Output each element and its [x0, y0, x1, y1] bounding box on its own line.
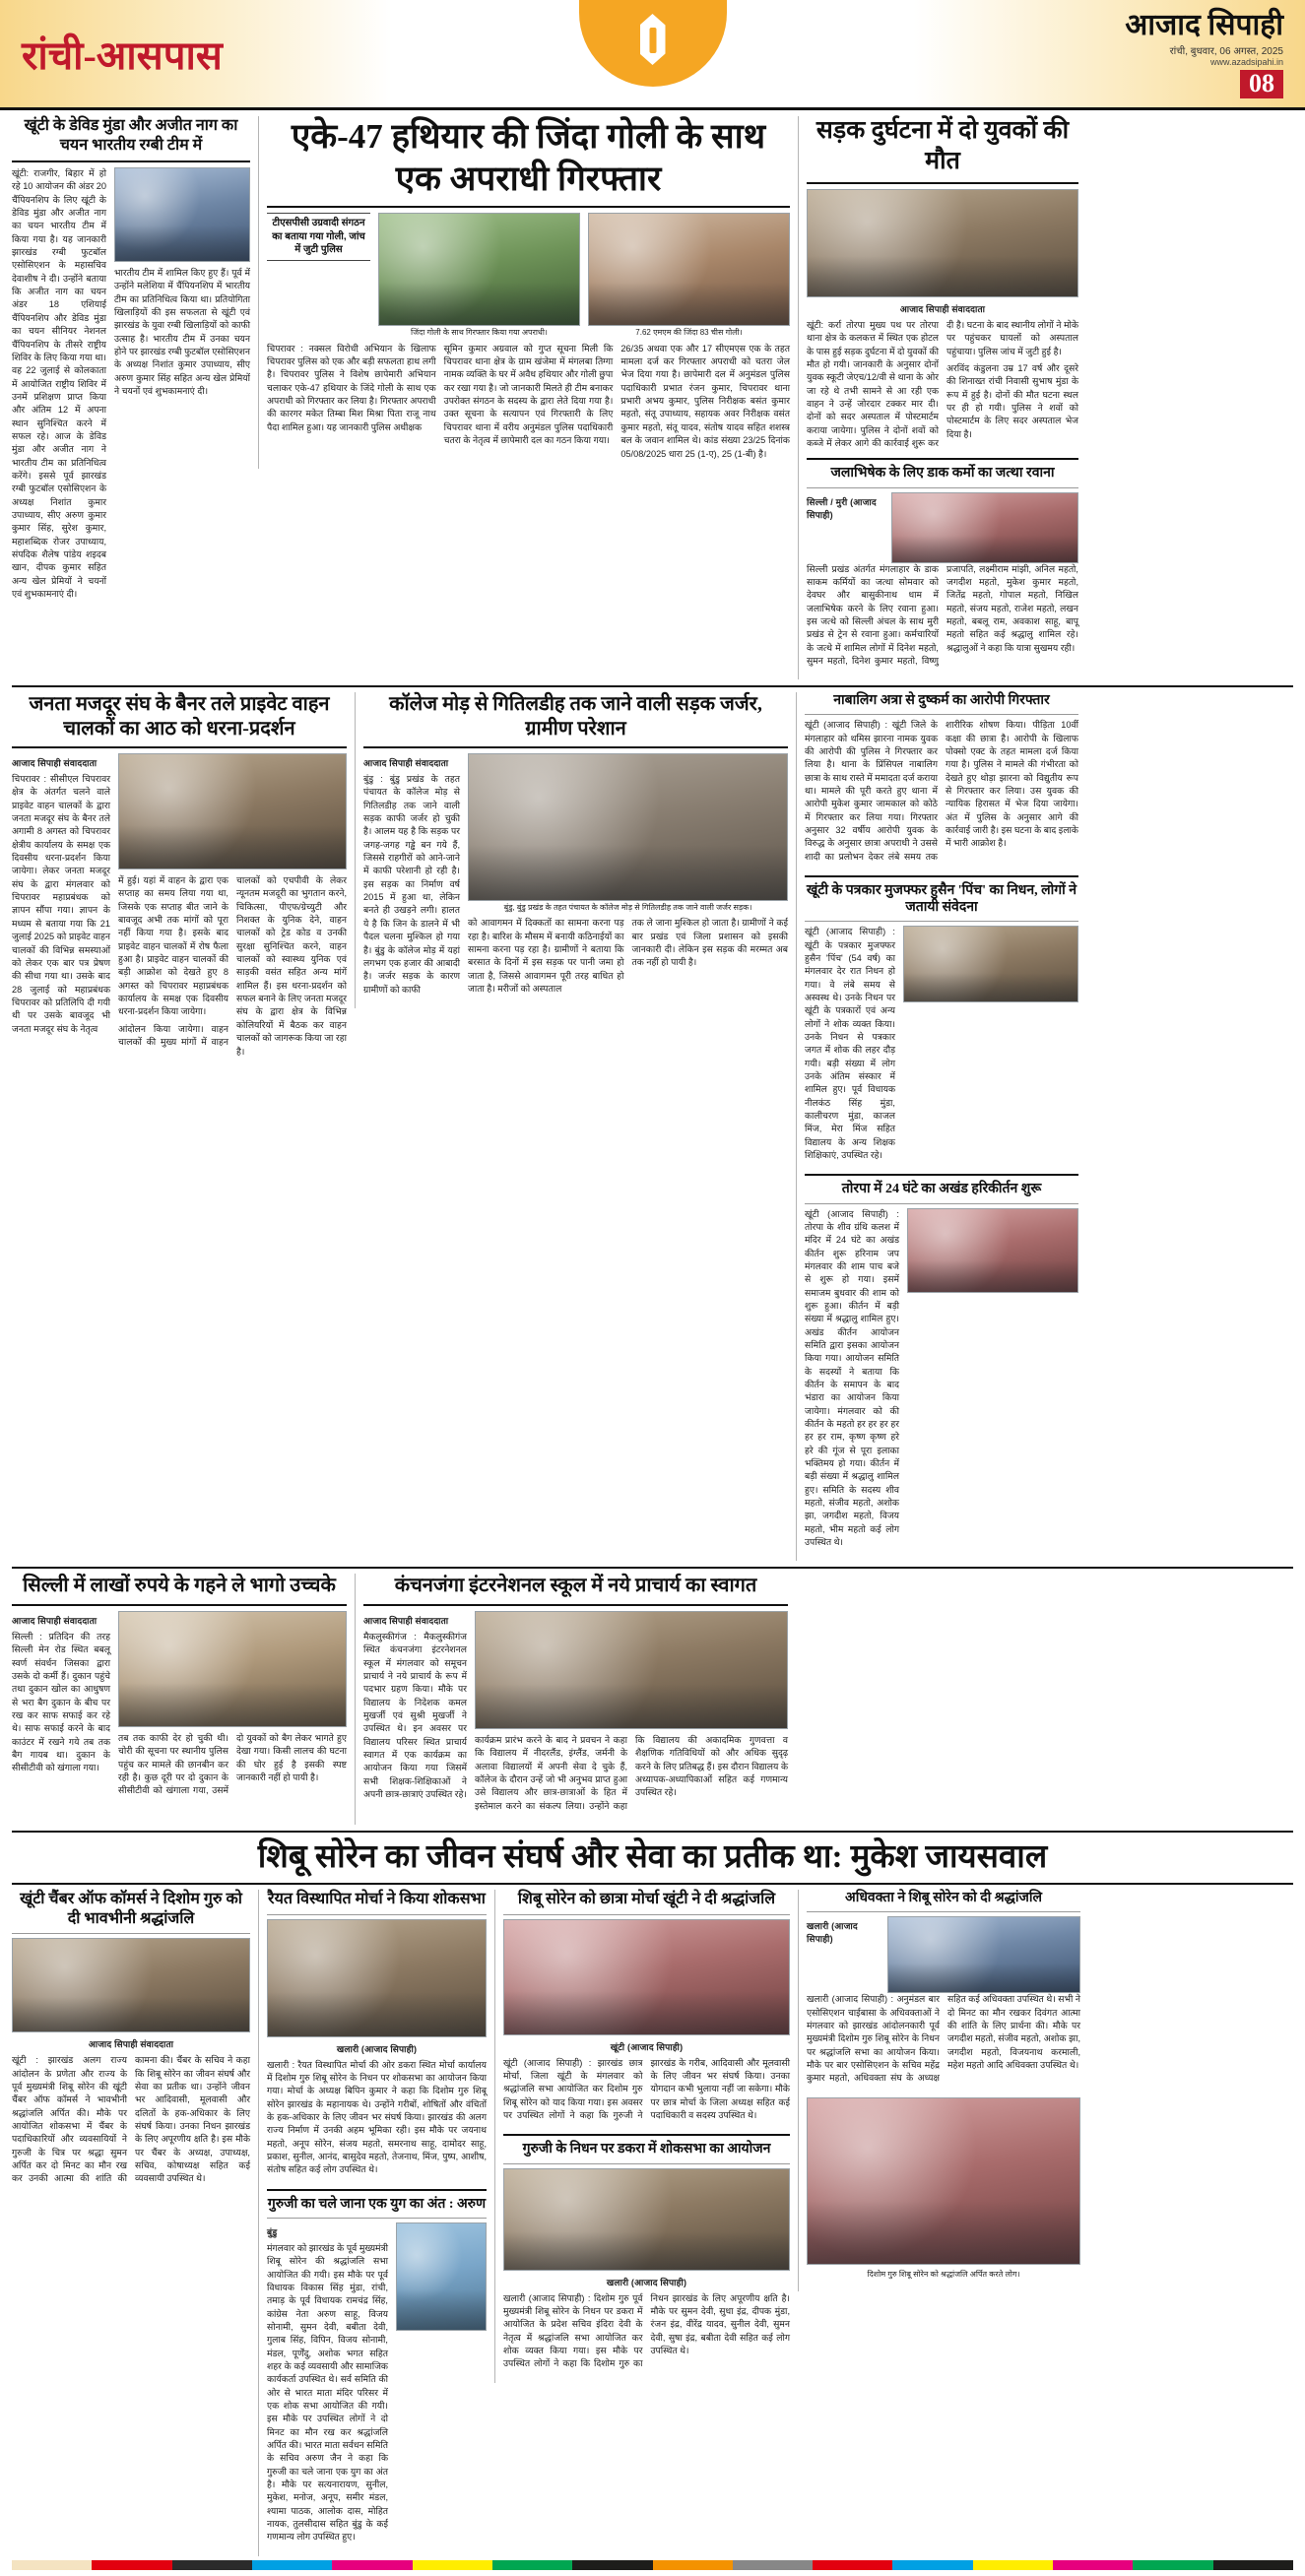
byline-road: आजाद सिपाही संवाददाता	[363, 758, 449, 769]
headline-road: कॉलेज मोड़ से गितिलडीह तक जाने वाली सड़क जर्जर, ग्रामीण परेशान	[389, 693, 762, 740]
photo-rugby-players	[114, 167, 250, 262]
headline-shibu-banner: शिबू सोरेन का जीवन संघर्ष और सेवा का प्रतीक था: मुकेश जायसवाल	[257, 1838, 1048, 1875]
article-chhatra	[503, 1890, 790, 2126]
col-left-mid	[12, 692, 347, 1066]
byline-chhatra: खूंटी (आजाद सिपाही)	[610, 2041, 684, 2052]
photo-guruji-portrait	[396, 2222, 487, 2331]
raiyat-para-1: खलारी : रैयत विस्थापित मोर्चा की ओर डकरा स्थित मोर्चा कार्यालय में दिशोम गुरु शिबू सोरेन के निधन पर शोकसभा का आयोजन किया गया। मोर्चा के अध्यक्ष बिपिन कुमार ने कहा कि दिशोम गुरु शिबू सोरेन झारखंड के महानायक थे। उन्होंने गरीबों, शोषितों और वंचितों के हक-अधिकार के लिए जीवन भर संघर्ष किया। झारखंड की अलग राज्य निर्माण में उनकी अहम भूमिका रही। इस मौके पर जयनाथ महतो, अनूप सोरेन, संजय महतो, समरनाथ साहू, दामोदर साहू, प्रकाश, सुनील, आनंद, बासुदेव महतो, तेजनाथ, मिंज, पुष्प, आशीष, संतोष सहित कई लोग उपस्थित थे।	[267, 2059, 487, 2175]
byline-dharna: आजाद सिपाही संवाददाता	[12, 758, 98, 769]
headline-minor: नाबालिग अत्रा से दुष्कर्म का आरोपी गिरफ्तार	[833, 693, 1050, 709]
photo-raiyat-meeting	[267, 1919, 487, 2037]
col-center-top	[258, 116, 790, 469]
kirtan-para-1: खूंटी (आजाद सिपाही) : तोरपा के शीव ग्रंथि कलश में मंदिर में 24 घंटे का अखंड कीर्तन शुरू हरिनाम जप मंगलवार की शाम पाच बजे से शुरू हो गया। इसमें समाजम बुधवार की शाम को शुरू हुआ। कीर्तन में बड़ी संख्या में श्रद्धालु शामिल हुए। अखंड कीर्तन आयोजन समिति द्वारा इसका आयोजन किया गया। आयोजन समिति के सदस्यों ने बताया कि कीर्तन के समापन के बाद भंडारा का आयोजन किया जायेगा। मंगलवार को की कीर्तन के महतो हर हर हर हर हर हर राम, कृष्ण कृष्ण हरे हरे की गूंज से पूरा इलाका भक्तिमय हो गया। कीर्तन में बड़ी संख्या में श्रद्धालु शामिल हुए। समिति के सदस्य शीव महतो, संजीव महतो, अशोक झा, जगदीश महतो, विजय महतो, भीम महतो कई लोग उपस्थित थे।	[805, 1208, 899, 1548]
photo-postal-group	[891, 492, 1078, 563]
headline-theft: सिल्ली में लाखों रुपये के गहने ले भागो उच्चके	[23, 1575, 336, 1597]
caption-shibu-tribute: दिशोम गुरु शिबू सोरेन को श्रद्धांजलि अर्पित करते लोग।	[867, 2269, 1020, 2279]
headline-rugby: खूंटी के डेविड मुंडा और अजीत नाग का चयन भारतीय रग्बी टीम में	[24, 117, 238, 154]
article-rugby	[12, 116, 250, 605]
caption-road: बुंडु, बुंडु प्रखंड के तहत पंचायत के कॉलेज मोड़ से गितिलडीह तक जाने वाली जर्जर सड़क।	[503, 903, 752, 913]
article-journalist	[805, 875, 1078, 1166]
photo-shop-cctv	[118, 1611, 347, 1727]
chhatra-para-1: खूंटी (आजाद सिपाही) : झारखंड छात्र मोर्चा, जिला खूंटी के मंगलवार को श्रद्धांजलि सभा आयोजित कर दिशोम गुरु शिबू सोरेन को याद किया गया। इस अवसर पर उपस्थित लोगों ने कहा कि गुरुजी ने झारखंड के गरीब, आदिवासी और मूलवासी के लिए जीवन भर संघर्ष किया। उनका योगदान कभी भुलाया नहीं जा सकेगा। मौके पर छात्र मोर्चा के जिला अध्यक्ष सहित कई पदाधिकारी व सदस्य उपस्थित थे।	[503, 2057, 790, 2121]
dharna-para-2: में हुई। यहां में वाहन के द्वारा एक सप्ताह का समय लिया गया था, जिसके एक सप्ताह बीत जाने के बावजूद अभी तक मांगों को पूरा नहीं किया गया है। इसके बाद प्राइवेट वाहन चालकों में रोष फैला हुआ है। प्राइवेट वाहन चालकों की बड़ी आक्रोश को देखते हुए 8 अगस्त को चिपरावर महाप्रबंधक कार्यालय के समक्ष एक दिवसीय धरना-प्रदर्शन किया जायेगा।	[118, 875, 228, 1017]
article-dharna	[12, 692, 347, 1059]
guruji-era-para-1: मंगलवार को झारखंड के पूर्व मुख्यमंत्री शिबू सोरेन की श्रद्धांजलि सभा आयोजित की गयी। इस मौके पर पूर्व विधायक विकास सिंह मुंडा, रांची, तमाड़ के पूर्व विधायक रामचंद्र सिंह, कांग्रेस नेता अरुण साहू, विजय सोनामी, सुमन देवी, बबीता देवी, गुलाब सिंह, विपिन, विजय सोनामी, मंडल, पूर्णेंदु, अशोक भगत सहित शहर के कई व्यवसायी और सामाजिक कार्यकर्ता उपस्थित थे। सर्व समिति की ओर से भारत माता मंदिर परिसर में एक शोक सभा आयोजित की गयी। इस मौके पर उपस्थित लोगों ने दो मिनट का मौन रख कर श्रद्धांजलि अर्पित की। भारत माता सर्वधन समिति के सचिव अरुण जैन ने कहा कि गुरुजी का चले जाना एक युग का अंत है। मौके पर सत्यनारायण, सुनील, मुकेश, मनोज, अनूप, समीर मंडल, श्यामा पाठक, आलोक दास, मोहित नायक, तुलसीदास सहित बुंडु के कई गणमान्य लोग उपस्थित हुए।	[267, 2242, 388, 2543]
byline-post-office: सिल्ली / मुरी (आजाद सिपाही)	[807, 496, 877, 520]
col-left-top	[12, 116, 250, 612]
article-minor	[805, 692, 1078, 868]
photo-kirtan	[907, 1208, 1078, 1293]
article-kirtan	[805, 1174, 1078, 1553]
school-para-1: मैकलुस्कीगंज : मैकलुस्कीगंज स्थित कंचनजंगा इंटरनेशनल स्कूल में मंगलवार को समूचन प्राचार्य ने नये प्राचार्य के रूप में पदभार ग्रहण किया। मौके पर विद्यालय के निदेशक कमल मुखर्जी एवं सुश्री मुखर्जी ने उपस्थित थे। इन अवसर पर विद्यालय परिसर स्थित प्राचार्य स्वागत में एक कार्यक्रम का आयोजन किया गया जिसमें सभी शिक्षक-शिक्षिकाओं ने अपनी छात्र-छात्राएं उपस्थित रहे।	[363, 1631, 467, 1799]
article-school	[363, 1574, 788, 1816]
band-bottom	[12, 1890, 1293, 2556]
masthead-brand-block	[1125, 9, 1283, 98]
band-top	[12, 116, 1293, 679]
headline-kirtan: तोरपा में 24 घंटे का अखंड हरिकीर्तन शुरू	[841, 1182, 1042, 1197]
headline-post-office: जलाभिषेक के लिए डाक कर्मो का जत्था रवाना	[830, 466, 1055, 482]
col-bottom-2	[258, 1890, 487, 2556]
rugby-para-2: भारतीय टीम में शामिल किए हुए हैं। पूर्व में उन्होंने मलेशिया में चैंपियनशिप में भारतीय टीम का प्रतिनिधित्व किया था। प्रतियोगिता खिलाड़ियों की इस सफलता से खूंटी एवं झारखंड के युवा रग्बी खिलाड़ियों को काफी उत्साह है। भारतीय टीम में उनका चयन होने पर झारखंड रग्बी फुटबॉल एसोसिएशन के अध्यक्ष निशांत कुमार उपाध्याय, सीए अरुण कुमार सिंह सहित अन्य खेल प्रेमियों ने चयनों एवं शुभकामनाएं दी।	[114, 268, 250, 397]
col-bottom-1	[12, 1890, 250, 2197]
photo-shibu-tribute-large	[807, 2097, 1080, 2265]
col-center-lower	[355, 1574, 788, 1824]
photo-chamber-tribute	[12, 1938, 250, 2032]
headline-dakra: गुरुजी के निधन पर डकरा में शोकसभा का आयोजन	[522, 2142, 771, 2157]
website-url: www.azadsipahi.in	[1209, 56, 1283, 67]
byline-accident: आजाद सिपाही संवाददाता	[899, 304, 986, 314]
color-calibration-bar	[12, 2560, 1293, 2570]
col-bottom-3	[494, 1890, 790, 2382]
theft-para-1: सिल्ली : प्रतिदिन की तरह सिल्ली मेन रोड स्थित बबलू स्वर्ण संवर्धन जिसका द्वारा उसके दो कर्मी हैं। दुकान पहुंचे तथा दुकान खोल का आधुषण से भरा बैग दुकान के बीच पर रख कर साफ सफाई कर रहे थे। साफ सफाई करने के बाद काउंटर में रखने गये तब तक बैग गायब था। दुकान के सीसीटीवी को खंगाला गया।	[12, 1631, 110, 1773]
byline-school: आजाद सिपाही संवाददाता	[363, 1615, 449, 1626]
article-chamber	[12, 1890, 250, 2189]
section-title: रांची-आसपास	[22, 33, 223, 78]
band-middle	[12, 692, 1293, 1561]
dakra-para-1: खलारी (आजाद सिपाही) : दिशोम गुरु पूर्व मुख्यमंत्री शिबू सोरेन के निधन पर डकरा में आयोजित के प्रदेश सचिव इंदिरा देवी के नेतृत्व में श्रद्धांजलि सभा आयोजित कर शोक व्यक्त किया गया। इस मौके पर उपस्थित लोगों ने कहा कि दिशोम गुरु का निधन झारखंड के लिए अपूरणीय क्षति है। मौके पर सुमन देवी, सुधा इंद्र, दीपक मुंडा, रंजन इंद्र, वीरेंद्र यादव, सुनील देवी, सुमन देवी, सुषा इंद्र, बबीता देवी सहित कई लोग उपस्थित थे।	[503, 2292, 790, 2369]
pen-nib-icon	[579, 0, 727, 87]
photo-condolence-meeting	[903, 926, 1078, 1002]
article-dakra	[503, 2134, 790, 2374]
headline-accident: सड़क दुर्घटना में दो युवकों की मौत	[816, 117, 1070, 174]
ak47-para-1: चिपरावर : नक्सल विरोधी अभियान के खिलाफ चिपरावर पुलिस को एक और बड़ी सफलता हाथ लगी है। चिपरावर पुलिस ने विशेष छापेमारी अभियान चलाकर एके-47 हथियार के जिंदे गोली के साथ एक अपराधी को गिरफ्तार कर लिया है। गिरफ्तार अपराधी की कारगर मकेत तिम्बा मिश मिश्रा पिता राजू नाथ पैदा शामिल हुआ। यह जानकारी पुलिस अधीक्षक	[267, 343, 436, 432]
article-ak47	[267, 116, 790, 461]
school-para-2: कार्यक्रम प्रारंभ करने के बाद ने प्रवचन ने कहा कि विद्यालय में नीदरलैंड, इंग्लैंड, जर्मनी के अलावा विद्यालयों में अपनी सेवा दे चुके हैं, कॉलेज के दौरान उन्हें जो भी अनुभव प्राप्त हुआ उसे विद्यालय और छात्र-छात्राओं के हित में इस्तेमाल करने का संकल्प लिया। उन्होंने कहा कि विद्यालय की अकादमिक गुणवत्ता व शैक्षणिक गतिविधियों को और अधिक सुदृढ़ करने के लिए प्रतिबद्ध हैं। इस दौरान विद्यालय के अध्यापक-अध्यापिकाओं सहित कई गणमान्य उपस्थित रहे।	[475, 1734, 788, 1811]
officers-para-1: खलारी (आजाद सिपाही) : अनुमंडल बार एसोसिएशन चाईबासा के अधिवक्ताओं ने मंगलवार को झारखंड आंदोलनकारी पूर्व मुख्यमंत्री दिशोम गुरु शिबू सोरेन के निधन पर श्रद्धांजलि सभा का आयोजन किया। मौके पर बार एसोसिएशन के सचिव महेंद्र कुमार महतो, अधिवक्ता संघ के अध्यक्ष सहित कई अधिवक्ता उपस्थित थे। सभी ने दो मिनट का मौन रखकर दिवंगत आत्मा की शांति के लिए प्रार्थना की। मौके पर जगदीश महतो, संजीव महतो, अशोक झा, जगदीश महतो, विजयनाथ करमाली, महेश महतो आदि अधिवक्ता उपस्थित थे।	[807, 1994, 1080, 2084]
photo-live-rounds	[588, 213, 790, 326]
article-theft	[12, 1574, 347, 1801]
photo-arrested-accused	[378, 213, 580, 326]
accident-para-2: अरविंद कंडुलना उम्र 17 वर्ष और दूसरे की शिनाख्त रांची निवासी सुभाष मुंडा के रूप में हुई है। दोनों की मौत घटना स्थल पर ही हो गयी। पुलिस ने शवों को पोस्टमार्टम के लिए सदर अस्पताल भेज दिया है।	[946, 363, 1078, 439]
road-para-1: बुंडु : बुंडु प्रखंड के तहत पंचायत के कॉलेज मोड़ से गितिलडीह तक जाने वाली सड़क काफी जर्जर हो चुकी है। आलम यह है कि सड़क पर जगह-जगह गड्ढे बन गये हैं, जिससे राहगीरों को आने-जाने में काफी परेशानी हो रही है। इस सड़क का निर्माण वर्ष 2015 में हुआ था, लेकिन बनते ही उखड़ने लगी। हालत ये है कि जिन के डालने में भी पैदल चलना मुश्किल हो गया है। बुंडु के कॉलेज मोड़ में यहां लगभग एक हजार की आबादी है। जर्जर सड़क के कारण ग्रामीणों को काफी	[363, 774, 460, 995]
photo-school-welcome	[475, 1611, 788, 1729]
article-guruji-era	[267, 2189, 487, 2548]
headline-chhatra: शिबू सोरेन को छात्रा मोर्चा खूंटी ने दी श्रद्धांजलि	[517, 1891, 776, 1908]
dharna-para-3: आंदोलन किया जायेगा। वाहन चालकों की मुख्य मांगों में वाहन चालकों को एचपीवी के लेकर न्यूनतम मजदूरी का भुगतान करने, चिकित्सा, पीएफ/ग्रेच्युटी और निशक्त के युनिक देने, वाहन चालकों को ट्रेड कोड व उनकी सुरक्षा सुनिश्चित करने, वाहन चालकों को स्वास्थ्य युनिक एवं साड़की वसंत सहित अन्य मांगें शामिल हैं। इस धरना-प्रदर्शन को सफल बनाने के लिए जनता मजदूर संघ के द्वारा क्षेत्र के विभिन्न कोलियरियों में बैठक कर वाहन चालकों को जागरूक किया जा रहा है।	[118, 875, 347, 1057]
caption-rounds: 7.62 एमएम की जिंदा 83 चीस गोली।	[635, 328, 743, 338]
headline-officers: अधिवक्ता ने शिबू सोरेन को दी श्रद्धांजलि	[845, 1891, 1042, 1906]
col-center-mid	[355, 692, 788, 1008]
road-para-2: तक ले जाना मुश्किल हो जाता है। ग्रामीणों ने कई बार प्रखंड एवं जिला प्रशासन को इसकी जानकारी दी। लेकिन इस सड़क की मरम्मत अब तक नहीं हो पायी है।	[631, 918, 788, 968]
byline-theft: आजाद सिपाही संवाददाता	[12, 1615, 98, 1626]
ak47-para-2: सूमिन कुमार अग्रवाल को गुप्त सूचना मिली कि चिपरावर थाना क्षेत्र के ग्राम खंजेमा में मंगलबा तिग्गा नामक व्यक्ति के घर में अवैध हथियार और गोली छुपा कर रखा गया है। जो जानकारी मिलते ही टीम बनाकर उपरोक्त संगठन के सदस्य के द्वारा लेते दिया गया है। उक्त सूचना के सत्यापन एवं गिरफ्तारी के लिए चिपरावर थाना में वरीय अनुमंडल पुलिस पदाधिकारी चतरा के नेतृत्व में छापेमारी दल का गठन किया गया।	[443, 343, 614, 446]
edition-date: रांची, बुधवार, 06 अगस्त, 2025	[1169, 45, 1283, 57]
photo-accident-scene	[807, 189, 1078, 297]
byline-officers: खलारी (आजाद सिपाही)	[807, 1921, 858, 1945]
photo-chhatra-tribute	[503, 1919, 790, 2035]
headline-guruji-era: गुरुजी का चले जाना एक युग का अंत : अरुण	[267, 2196, 487, 2212]
headline-chamber: खूंटी चैंबर ऑफ कॉमर्स ने दिशोम गुरु को दी भावभीनी श्रद्धांजलि	[20, 1891, 242, 1927]
brand-name: आजाद सिपाही	[1125, 8, 1283, 41]
band-lower	[12, 1574, 1293, 1824]
col-right-top	[798, 116, 1078, 679]
masthead	[0, 0, 1305, 110]
minor-para-1: खूंटी (आजाद सिपाही) : खूंटी जिले के मंगलाहार को थमिस झारना नामक युवक की आरोपी की पुलिस ने गिरफ्तार कर लिया है। थाना के प्रिंसिपल नाबालिग छात्रा के साथ रास्ते में ममादता दर्ज कराया था। मामले की पूरी करते हुए थाना में आरोपी मुकेश कुमार जामकाल को कोठे में गिरफ्तार कर लिया गया। गिरफ्तार अनुसार 32 वर्षीय आरोपी युवक के विरुद्ध के अनुसार छात्रा अपराधी ने उससे शादी का प्रलोभन देकर लंबे समय तक शारीरिक शोषण किया। पीड़िता 10वीं कक्षा की छात्रा है। आरोपी के खिलाफ पोक्सो एक्ट के तहत मामला दर्ज किया गया है। पुलिस ने मामले की गंभीरता को देखते हुए थोड़ा झारना को विद्युतीय रूप से गिरफ्तार कर लिया। उस युवक की न्यायिक हिरासत में भेज दिया जायेगा। अंत में पुलिस के अनुसार आगे की कार्रवाई जारी है। इस घटना के बाद इलाके में भारी आक्रोश है।	[805, 720, 1078, 862]
journalist-para-1: खूंटी (आजाद सिपाही) : खूंटी के पत्रकार मुजफ्फर हुसैन 'पिंच' (54 वर्ष) का मंगलवार देर रात निधन हो गया। वे लंबे समय से अस्वस्थ थे। उनके निधन पर खूंटी के पत्रकारों एवं अन्य लोगों ने शोक व्यक्त किया। उनके निधन से पत्रकार जगत में शोक की लहर दौड़ गयी। बड़ी संख्या में लोग उनके अंतिम संस्कार में शामिल हुए। पूर्व विधायक नीलकंठ सिंह मुंडा, कालीचरण मुंडा, काजल मिंज, मेरा मिंज सहित विद्यालय के अन्य शिक्षक शिक्षिकाएं, उपस्थित रहे।	[805, 927, 895, 1161]
page-number: 08	[1240, 70, 1283, 98]
byline-chamber: आजाद सिपाही संवाददाता	[88, 2039, 174, 2050]
byline-dakra: खलारी (आजाद सिपाही)	[606, 2277, 687, 2287]
road-para-3: को आवागमन में दिक्कतों का सामना करना पड़ रहा है। बारिश के मौसम में बनायी कठिनाईयों का सामना करना पड़ रहा है। ग्रामीणों ने बताया कि बरसात के दिनों में इस सड़क पर पानी जमा हो जाता है, जिससे आवागमन पूरी तरह बाधित हो जाता है। मरीजों को अस्पताल	[468, 918, 624, 995]
ak47-para-3: 26/35 अथवा एक और 17 सीएमएस एक के तहत मामला दर्ज कर गिरफ्तार अपराधी को चतरा जेल भेज दिया गया है। छापेमारी दल में अनुमंडल पुलिस पदाधिकारी प्रभात रंजन कुमार, चिपरावर थाना प्रभारी अभय कुमार, पुलिस निरीक्षक बसंत कुमार महतो, संतू उपाध्याय, सहायक अवर निरीक्षक वसंत कुमार महतो, संतू यादव, संतोष यादव सहित शशस्त्र बल के जवान शामिल थे। कांड संख्या 23/25 दिनांक 05/08/2025 धारा 25 (1-ए), 25 (1-बी) है।	[620, 343, 790, 459]
photo-advocates-tribute	[887, 1916, 1080, 1993]
headline-ak47: एके-47 हथियार की जिंदा गोली के साथ एक अपराधी गिरफ्तार	[291, 117, 766, 198]
headline-dharna: जनता मजदूर संघ के बैनर तले प्राइवेट वाहन चालकों का आठ को धरना-प्रदर्शन	[29, 693, 330, 740]
photo-dakra-meeting	[503, 2168, 790, 2271]
article-shibu-photo	[807, 2097, 1080, 2284]
article-officers	[807, 1890, 1080, 2089]
article-road	[363, 692, 788, 1000]
byline-raiyat: खलारी (आजाद सिपाही)	[336, 2043, 418, 2054]
col-right-mid	[796, 692, 1078, 1561]
chamber-para-1: खूंटी : झारखंड अलग राज्य आंदोलन के प्रणेता और राज्य के पूर्व मुख्यमंत्री शिबू सोरेन की खूंटी चैंबर ऑफ कॉमर्स ने भावभीनी श्रद्धांजलि अर्पित की। मौके पर आयोजित शोकसभा में चैंबर के पदाधिकारियों और व्यवसायियों ने गुरुजी के चित्र पर श्रद्धा सुमन अर्पित कर दो मिनट का मौन रख कर उनकी आत्मा की शांति की कामना की। चैंबर के सचिव ने कहा कि शिबू सोरेन का जीवन संघर्ष और सेवा का प्रतीक था। उन्होंने जीवन भर आदिवासी, मूलवासी और दलितों के हक-अधिकार के लिए संघर्ष किया। उनका निधन झारखंड के लिए अपूरणीय क्षति है। इस मौके पर चैंबर के अध्यक्ष, उपाध्यक्ष, सचिव, कोषाध्यक्ष सहित कई व्यवसायी उपस्थित थे।	[12, 2055, 250, 2184]
theft-para-2: तब तक काफी देर हो चुकी थी। चोरी की सूचना पर स्थानीय पुलिस पहुंच कर मामले की छानबीन कर रही है। कुछ दूरी पर दो दुकान के सीसीटीवी को खंगाला गया, उसमें दो युवकों को बैग लेकर भागते हुए देखा गया। किसी लालच की घटना की घोर हुई है इसकी स्पष्ट जानकारी नहीं हो पायी है।	[118, 1732, 347, 1796]
photo-damaged-road	[468, 753, 788, 901]
dharna-para-1: चिपरावर : सीसीएल चिपरावर क्षेत्र के अंतर्गत चलने वाले प्राइवेट वाहन चालकों के द्वारा जनता मजदूर संघ के बैनर तले अगामी 8 अगस्त को चिपरावर क्षेत्रीय कार्यालय के समक्ष एक दिवसीय धरना-प्रदर्शन किया जायेगा। लेकर जनता मजदूर संघ के द्वारा मंगलवार को चिपरावर महाप्रबंधक को ज्ञापन सौंपा गया। ज्ञापन के मध्यम से बताया गया कि 21 जुलाई 2025 को प्राइवेट वाहन चालकों की विभिन्न समस्याओं को लेकर एक बार पत्र प्रेषण की सीधा गया था। उसके बाद 28 जुलाई को महाप्रबंधक चिपरावर को प्रतिलिपि दी गयी थी पर उसके बावजूद भी जनता मजदूर संघ के नेतृत्व	[12, 774, 110, 1034]
headline-school: कंचनजंगा इंटरनेशनल स्कूल में नये प्राचार्य का स्वागत	[394, 1575, 757, 1597]
headline-journalist: खूंटी के पत्रकार मुजफ्फर हुसैन 'पिंच' का निधन, लोगों ने जतायी संवेदना	[806, 883, 1077, 916]
photo-dharna-group	[118, 753, 347, 869]
headline-raiyat: रैयत विस्थापित मोर्चा ने किया शोकसभा	[268, 1891, 486, 1908]
article-raiyat	[267, 1890, 487, 2181]
col-bottom-4	[798, 1890, 1080, 2291]
caption-arrested: जिंदा गोली के साथ गिरफ्तार किया गया अपराधी।	[411, 328, 548, 338]
kicker-ak47: टीएसपीसी उग्रवादी संगठन का बताया गया गोली, जांच में जुटी पुलिस	[267, 213, 370, 261]
rugby-para-1: खूंटी: राजगीर, बिहार में हो रहे 10 आयोजन की अंडर 20 चैंपियनशिप के लिए खूंटी के डेविड मुंडा और अजीत नाग का चयन भारतीय टीम में किया गया है। यह जानकारी झारखंड रग्बी फुटबॉल एसोसिएशन के महासचिव देवाशीष ने दी। उन्होंने बताया कि अजीत नाग का चयन अंडर 18 एशियाई चैंपियनशिप और डेविड मुंडा का चयन सीनियर नेशनल चैंपियनशिप के तीसरे राष्ट्रीय शिविर के लिए किया गया था। वह 22 जुलाई से कोलकाता में आयोजित राष्ट्रीय शिविर में उनमें प्रशिक्षण प्राप्त किया और अंतिम 12 में अपना स्थान सुनिश्चित करने में सफल रहे। आज के डेविड मुंडा और अजीत नाग ने भारतीय टीम का प्रतिनिधित्व करेंगे। इससे पूर्व झारखंड रग्बी फुटबॉल एसोसिएशन के अध्यक्ष निशांत कुमार उपाध्याय, सीए अरुण कुमार कुमार सिंह, सुरेश कुमार, महाशब्दिक रोजर उपाध्याय, संपदिक शैलेष पांडेय शइदब खान, दीपक कुमार सहित अन्य खेल प्रेमियों ने चयनों एवं शुभकामनाएं दी।	[12, 168, 106, 600]
article-post-office	[807, 458, 1078, 672]
accident-para-1: खूंटी: कर्रा तोरपा मुख्य पथ पर तोरपा थाना क्षेत्र के कलकत्त में स्थित एक होटल के पास हुई सड़क दुर्घटना में दो युवकों की मौत हो गयी। जानकारी के अनुसार दोनों युवक स्कूटी जेएच/12/वी से थाना के ओर जा रहे थे तभी सामने से आ रही एक वाहन ने उन्हें जोरदार टक्कर मार दी। दोनों को सदर अस्पताल में पोस्टमार्टम कराया जायेगा। पुलिस ने दोनों शवों को कब्जे में लेकर आगे की कार्रवाई शुरू कर दी है। घटना के बाद स्थानीय लोगों ने मोके पर पहुंचकर घायलों को अस्पताल पहुंचाया। पुलिस जांच में जुटी हुई है।	[807, 320, 1078, 449]
byline-guruji-era: बुंडु	[267, 2226, 278, 2237]
col-left-lower	[12, 1574, 347, 1809]
post-office-para-1: सिल्ली प्रखंड अंतर्गत मंगलाहार के डाक साकम कर्मियों का जत्था सोमवार को देवघर और बासुकीनाथ धाम में जलाभिषेक करने के लिए रवाना हुआ। इस जत्थे को सिल्ली अंचल के साथ मुरी प्रखंड से ट्रेन से रवाना हुआ। कर्मचारियों के जत्थे में शामिल लोगों में दिनेश महतो, सुमन महतो, दिनेश कुमार महतो, विष्णु प्रजापति, लक्ष्मीराम मांझी, अनिल महतो, जगदीश महतो, मुकेश कुमार महतो, जितेंद्र महतो, गोपाल महतो, निखिल महतो, संजय महतो, राजेश महतो, लखन महतो, बबलू राम, अवकाश साहू, बापू महतो सहित कई श्रद्धालु शामिल रहे। श्रद्धालुओं ने कहा कि यात्रा सुखमय रही।	[807, 563, 1078, 666]
article-accident	[807, 116, 1078, 450]
